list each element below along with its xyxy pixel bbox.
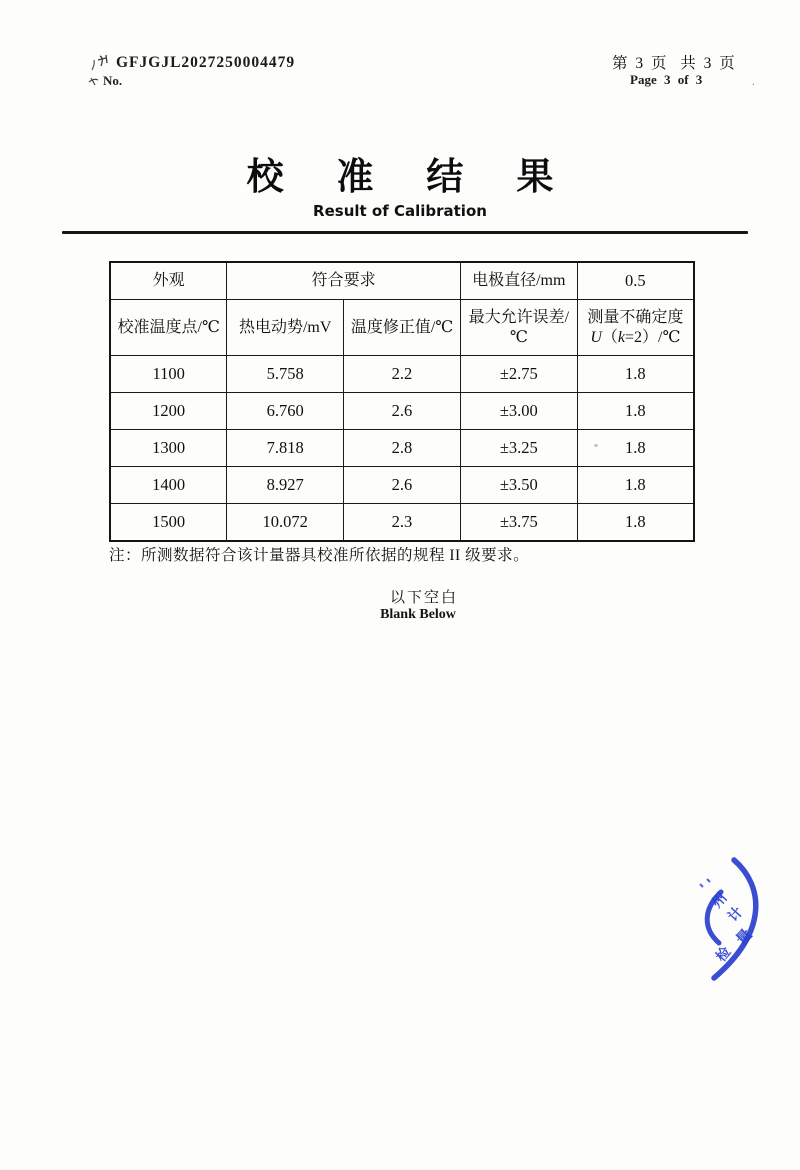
stamp-char: 检 [713,944,735,966]
cell-temp: 1100 [110,356,227,393]
scan-speck: . [752,76,755,88]
page-subtitle: Result of Calibration [313,202,487,220]
cell-temp: 1400 [110,467,227,504]
appearance-label: 外观 [110,262,227,300]
blank-below-cn: 以下空白 [389,590,458,606]
stamp-arcs-icon [690,848,800,990]
col-header-uncertainty [577,300,694,356]
certificate-no-label: No. [103,73,123,88]
official-stamp [690,848,800,990]
page-indicator-cn: 第 3 页 共 3 页 [612,55,737,72]
uncertainty-tail: =2）/℃ [625,328,681,346]
table-row [110,467,694,504]
cell-emf: 7.818 [227,430,344,467]
cell-emf: 10.072 [227,504,344,542]
certificate-number: GFJGJL2027250004479 [116,54,296,71]
cell-uncertainty: 1.8 [577,430,694,467]
cell-uncertainty: 1.8 [577,393,694,430]
uncertainty-u-symbol: U [590,328,602,346]
stamp-char: 量 [732,925,756,949]
page-indicator-en: Page 3 of 3 [630,72,703,87]
scan-speck [594,444,598,447]
uncertainty-k-symbol: k [617,328,625,346]
cell-temp: 1300 [110,430,227,467]
cell-correction: 2.6 [344,393,461,430]
cell-emf: 8.927 [227,467,344,504]
electrode-diameter-value: 0.5 [577,262,694,300]
col-header-max-error: 最大允许误差/℃ [460,300,577,356]
title-divider [62,231,748,234]
stamp-char: 计 [725,904,747,926]
stamp-char: 州 [709,890,731,912]
cell-max-error: ±3.75 [460,504,577,542]
appearance-value: 符合要求 [227,262,461,300]
table-row [110,393,694,430]
cell-max-error: ±3.25 [460,430,577,467]
electrode-diameter-label: 电极直径/mm [460,262,577,300]
uncertainty-line1: 测量不确定度 [587,308,684,326]
col-header-emf: 热电动势/mV [227,300,344,356]
cell-max-error: ±2.75 [460,356,577,393]
cell-correction: 2.3 [344,504,461,542]
table-row [110,430,694,467]
col-header-correction: 温度修正值/℃ [344,300,461,356]
calibration-result-table [109,261,695,542]
cell-emf: 5.758 [227,356,344,393]
cell-temp: 1500 [110,504,227,542]
table-note: 注：所测数据符合该计量器具校准所依据的规程 II 级要求。 [109,547,530,564]
table-header-row [110,300,694,356]
table-row [110,356,694,393]
cell-temp: 1200 [110,393,227,430]
cell-correction: 2.2 [344,356,461,393]
cell-uncertainty: 1.8 [577,467,694,504]
cell-correction: 2.6 [344,467,461,504]
cell-uncertainty: 1.8 [577,356,694,393]
page-title: 校 准 结 果 [246,155,574,198]
cell-max-error: ±3.00 [460,393,577,430]
uncertainty-paren: （ [601,328,618,346]
cell-emf: 6.760 [227,393,344,430]
table-row [110,504,694,542]
blank-below-en: Blank Below [380,607,456,622]
col-header-temperature: 校准温度点/℃ [110,300,227,356]
cell-max-error: ±3.50 [460,467,577,504]
cell-uncertainty: 1.8 [577,504,694,542]
cell-correction: 2.8 [344,430,461,467]
table-row-appearance [110,262,694,300]
